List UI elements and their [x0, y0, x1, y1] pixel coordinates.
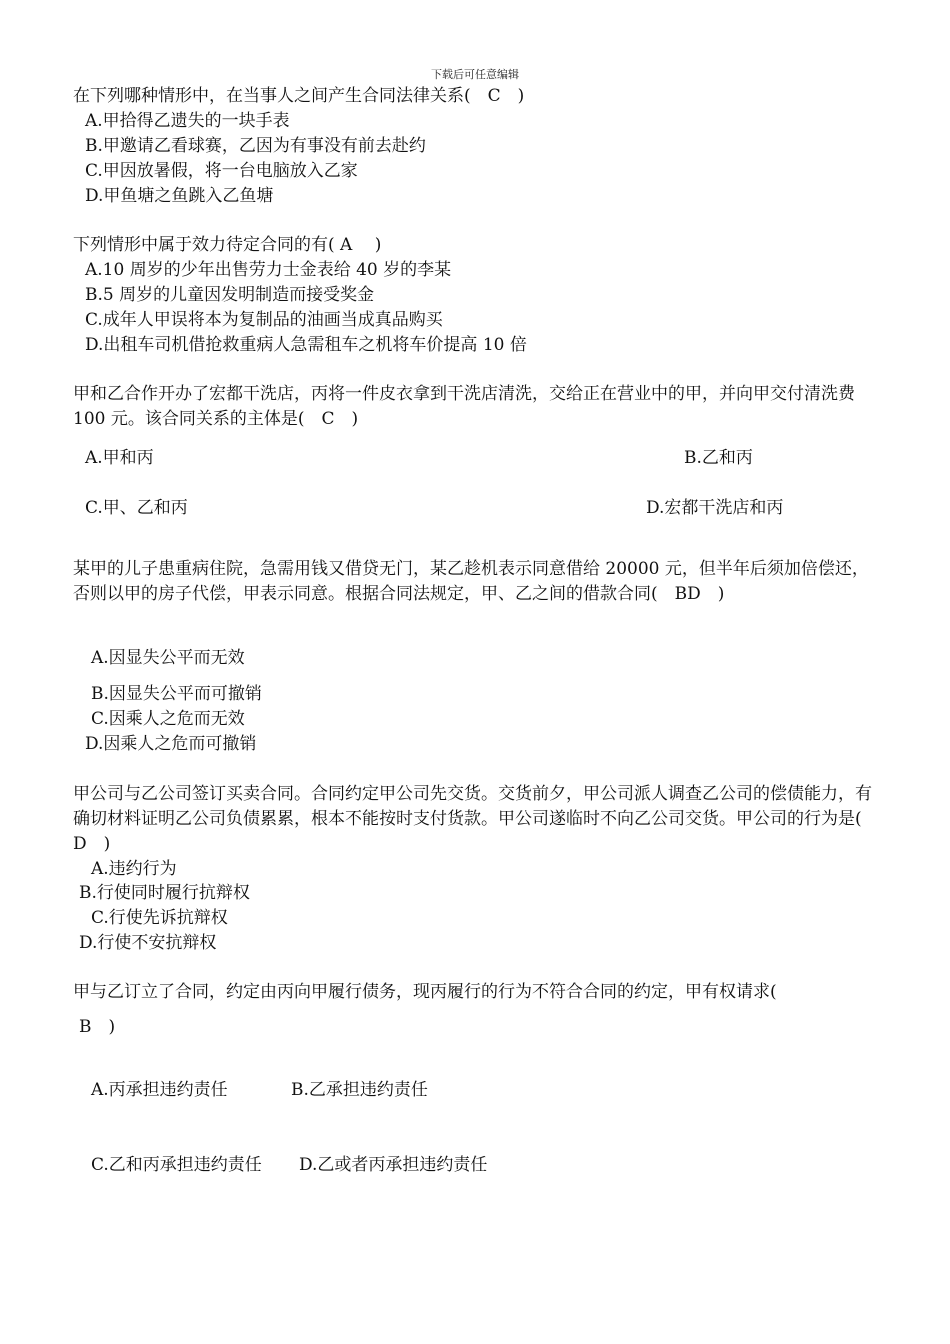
- question-4-option-b: B.因显失公平而可撤销: [91, 684, 262, 704]
- question-1-option-a: A.甲拾得乙遗失的一块手表: [85, 111, 290, 131]
- question-4-option-a: A.因显失公平而无效: [91, 648, 245, 668]
- question-3-option-b: B.乙和丙: [684, 448, 753, 468]
- question-6-option-a: A.丙承担违约责任: [91, 1080, 228, 1100]
- question-6-stem: 甲与乙订立了合同，约定由丙向甲履行债务，现丙履行的行为不符合合同的约定，甲有权请求(: [73, 982, 777, 1002]
- question-1-option-d: D.甲鱼塘之鱼跳入乙鱼塘: [85, 186, 274, 206]
- question-2-option-c: C.成年人甲误将本为复制品的油画当成真品购买: [85, 310, 443, 330]
- question-3-option-c: C.甲、乙和丙: [85, 498, 188, 518]
- question-6-option-d: D.乙或者丙承担违约责任: [299, 1155, 488, 1175]
- page-header: 下载后可任意编辑: [431, 68, 519, 81]
- question-1-stem: 在下列哪种情形中，在当事人之间产生合同法律关系( C ): [73, 86, 525, 106]
- question-2-stem: 下列情形中属于效力待定合同的有( A ): [73, 235, 382, 255]
- question-6-option-c: C.乙和丙承担违约责任: [91, 1155, 262, 1175]
- question-2-option-a: A.10 周岁的少年出售劳力士金表给 40 岁的李某: [85, 260, 452, 280]
- question-2-option-b: B.5 周岁的儿童因发明制造而接受奖金: [85, 285, 375, 305]
- question-4-option-d: D.因乘人之危而可撤销: [85, 734, 257, 754]
- question-5-option-a: A.违约行为: [91, 859, 177, 879]
- question-2-option-d: D.出租车司机借抢救重病人急需租车之机将车价提高 10 倍: [85, 335, 527, 355]
- question-1-option-b: B.甲邀请乙看球赛，乙因为有事没有前去赴约: [85, 136, 426, 156]
- question-4-stem: 某甲的儿子患重病住院，急需用钱又借贷无门，某乙趁机表示同意借给 20000 元，但半年后须加倍偿还，否则以甲的房子代偿，甲表示同意。根据合同法规定，甲、乙之间的借款合同( BD ): [73, 559, 869, 604]
- question-6-option-b: B.乙承担违约责任: [291, 1080, 428, 1100]
- question-3-option-d: D.宏都干洗店和丙: [646, 498, 784, 518]
- question-1-option-c: C.甲因放暑假，将一台电脑放入乙家: [85, 161, 358, 181]
- question-3-stem: 甲和乙合作开办了宏都干洗店，丙将一件皮衣拿到干洗店清洗，交给正在营业中的甲，并向甲交付清洗费 100 元。该合同关系的主体是( C ): [73, 384, 855, 429]
- question-4-option-c: C.因乘人之危而无效: [91, 709, 245, 729]
- question-5-option-c: C.行使先诉抗辩权: [91, 908, 228, 928]
- question-6-answer: B ): [79, 1017, 116, 1037]
- question-5-option-b: B.行使同时履行抗辩权: [79, 883, 250, 903]
- question-3-option-a: A.甲和丙: [85, 448, 154, 468]
- question-5-option-d: D.行使不安抗辩权: [79, 933, 217, 953]
- question-5-stem: 甲公司与乙公司签订买卖合同。合同约定甲公司先交货。交货前夕，甲公司派人调查乙公司的偿债能力，有确切材料证明乙公司负债累累，根本不能按时支付货款。甲公司遂临时不向乙公司交货。甲公司的行为是( D ): [73, 784, 879, 854]
